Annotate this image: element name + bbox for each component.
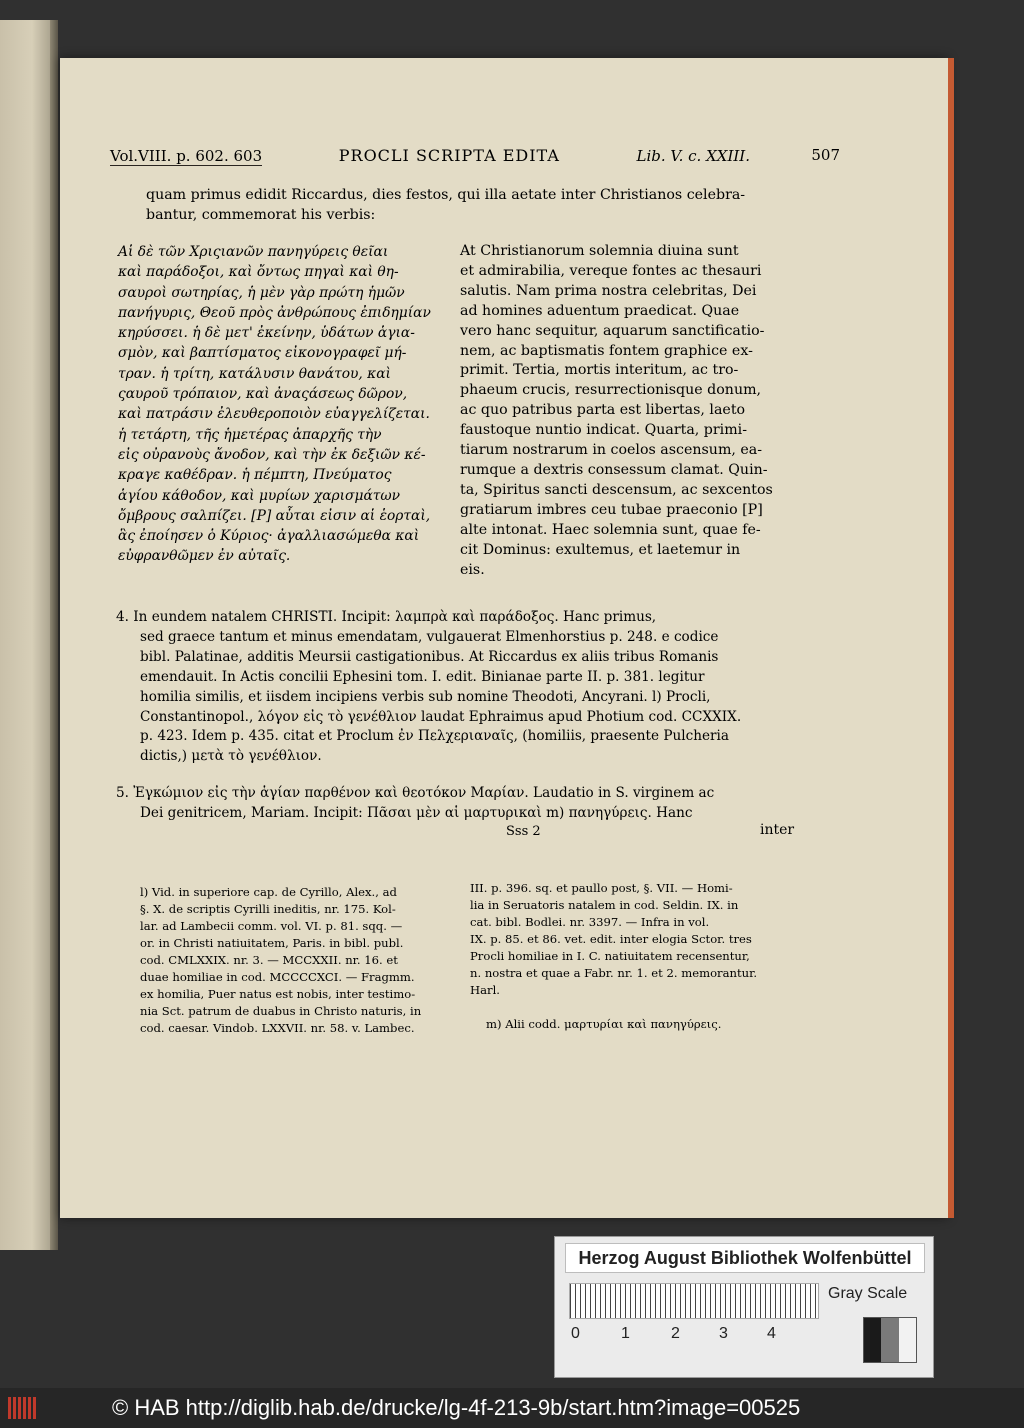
- greek-line: πανήγυρις, Θεοῦ πρὸς ἀνθρώπους ἐπιδημίαν: [118, 304, 431, 321]
- greek-line: Αἱ δὲ τῶν Χριςιανῶν πανηγύρεις θεῖαι: [118, 244, 389, 260]
- gray-scale-label: Gray Scale: [828, 1285, 908, 1302]
- entry-4: [116, 608, 796, 767]
- entry-line: dictis,) μετὰ τὸ γενέθλιον.: [140, 748, 322, 765]
- latin-line: salutis. Nam prima nostra celebritas, Dei: [460, 282, 757, 299]
- greek-line: κηρύσσει. ἡ δὲ μετ' ἐκείνην, ὑδάτων ἁγια-: [118, 325, 415, 342]
- greek-line: ἃς ἐποίησεν ὁ Κύριος· ἀγαλλιασώμεθα καὶ: [118, 528, 420, 545]
- facing-page-edge: [0, 20, 58, 1250]
- footer-bar: [0, 1388, 1024, 1428]
- greek-line: καὶ παράδοξοι, καὶ ὄντως πηγαὶ καὶ θη-: [118, 264, 399, 281]
- latin-line: eis.: [460, 561, 485, 578]
- latin-line: ta, Spiritus sancti descensum, ac sexcentos: [460, 481, 773, 498]
- gray-swatch: [899, 1318, 916, 1362]
- latin-line: gratiarum imbres ceu tubae praeconio [P]: [460, 501, 763, 518]
- ruler-tick-label: 0: [571, 1325, 580, 1342]
- footnote-line: n. nostra et quae a Fabr. nr. 1. et 2. memorantur.: [470, 966, 758, 980]
- ruler-tick-label: 1: [621, 1325, 630, 1342]
- binding-gutter: [50, 20, 58, 1250]
- greek-line: εἰς οὐρανοὺς ἄνοδον, καὶ τὴν ἐκ δεξιῶν κέ-: [118, 446, 426, 463]
- footnote-line: §. X. de scriptis Cyrilli ineditis, nr. 175. Kol-: [140, 902, 396, 916]
- footnote-line: lar. ad Lambecii comm. vol. VI. p. 81. sqq. —: [140, 919, 403, 933]
- latin-line: faustoque nuntio indicat. Quarta, primi-: [460, 422, 747, 439]
- footnote-line: nia Sct. patrum de duabus in Christo naturis, in: [140, 1004, 422, 1018]
- header-title: PROCLI SCRIPTA EDITA: [338, 146, 560, 165]
- latin-line: ad homines aduentum praedicat. Quae: [460, 302, 740, 319]
- entry-line: sed graece tantum et minus emendatam, vulgauerat Elmenhorstius p. 248. e codice: [140, 628, 719, 645]
- signature-mark: Sss 2: [506, 824, 541, 839]
- entry-5: [116, 784, 796, 824]
- footnote-l: [140, 884, 458, 1037]
- gray-swatch: [864, 1318, 881, 1362]
- footnote-m: m) Alii codd. μαρτυρίαι καὶ πανηγύρεις.: [486, 1017, 722, 1031]
- footnote-line: l) Vid. in superiore cap. de Cyrillo, Alex., ad: [140, 885, 397, 899]
- footer-copyright-link[interactable]: © HAB http://diglib.hab.de/drucke/lg-4f-213-9b/start.htm?image=00525: [112, 1395, 801, 1420]
- greek-line: ἁγίου κάθοδον, καὶ μυρίων χαρισμάτων: [118, 487, 401, 504]
- header-book-chapter: Lib. V. c. XXIII.: [636, 147, 750, 165]
- footnote-line: IX. p. 85. et 86. vet. edit. inter elogia Sctor. tres: [470, 932, 752, 946]
- greek-line: ςαυροῦ τρόπαιον, καὶ ἀναςάσεως δῶρον,: [118, 386, 408, 403]
- ruler-tick-label: 2: [671, 1325, 680, 1342]
- entry-line: p. 423. Idem p. 435. citat et Proclum ἐν Πελχεριαναῖς, (homiliis, praesente Pulcheria: [140, 728, 729, 745]
- ruler-tick-label: 3: [719, 1325, 728, 1342]
- footnote-line: Harl.: [470, 983, 500, 997]
- greek-line: ἡ τετάρτη, τῆς ἡμετέρας ἀπαρχῆς τὴν: [118, 426, 382, 443]
- ruler-tick-label: 4: [767, 1325, 776, 1342]
- latin-line: ac quo patribus parta est libertas, laeto: [460, 402, 746, 419]
- greek-line: σαυροὶ σωτηρίας, ἡ μὲν γὰρ πρώτη ἡμῶν: [118, 284, 405, 301]
- entry-line: 4. In eundem natalem CHRISTI. Incipit: λαμπρὰ καὶ παράδοξος. Hanc primus,: [116, 609, 657, 625]
- greek-line: εὐφρανθῶμεν ἐν αὐταῖς.: [118, 548, 291, 565]
- entry-line: homilia similis, et iisdem incipiens verbis sub nomine Theodoti, Ancyrani. l) Procli,: [140, 688, 711, 705]
- running-header: [110, 146, 840, 170]
- footnote-l-continued: [470, 880, 788, 999]
- latin-line: tiarum nostrarum in coelos ascensum, ea-: [460, 442, 763, 459]
- latin-line: cit Dominus: exultemus, et laetemur in: [460, 541, 741, 558]
- intro-line: quam primus edidit Riccardus, dies festos, qui illa aetate inter Christianos celebra-: [146, 187, 746, 203]
- catchword: inter: [760, 822, 795, 838]
- latin-line: alte intonat. Haec solemnia sunt, quae fe-: [460, 521, 761, 538]
- page-number: 507: [811, 146, 840, 164]
- latin-line: primit. Tertia, mortis interitum, ac tro-: [460, 362, 739, 379]
- greek-line: τραν. ἡ τρίτη, κατάλυσιν θανάτου, καὶ: [118, 365, 391, 382]
- footnote-line: ex homilia, Puer natus est nobis, inter testimo-: [140, 987, 416, 1001]
- latin-line: rumque a dextris consessum clamat. Quin-: [460, 461, 768, 478]
- footnote-line: cat. bibl. Bodlei. nr. 3397. — Infra in vol.: [470, 915, 710, 929]
- footnote-line: duae homiliae in cod. MCCCCXCI. — Fragmm.: [140, 970, 415, 984]
- entry-line: Dei genitricem, Mariam. Incipit: Πᾶσαι μὲν αἱ μαρτυρικαὶ m) πανηγύρεις. Hanc: [140, 804, 693, 821]
- footnote-line: lia in Seruatoris natalem in cod. Seldin. IX. in: [470, 898, 739, 912]
- footnote-line: cod. caesar. Vindob. LXXVII. nr. 58. v. Lambec.: [140, 1021, 415, 1035]
- entry-line: emendauit. In Actis concilii Ephesini tom. I. edit. Binianae parte II. p. 381. legitur: [140, 668, 705, 685]
- intro-paragraph: [146, 186, 871, 225]
- greek-line: καὶ πατράσιν ἐλευθεροποιὸν εὐαγγελίζεται.: [118, 406, 430, 423]
- greek-line: ὄμβρους σαλπίζει. [P] αὗται εἰσιν αἱ ἑορταὶ,: [118, 507, 431, 524]
- color-calibration-bar: [554, 1236, 934, 1378]
- latin-line: phaeum crucis, resurrectionisque donum,: [460, 382, 762, 399]
- page-edge: [948, 58, 954, 1218]
- gray-scale-swatches: [863, 1317, 917, 1363]
- intro-line: bantur, commemorat his verbis:: [146, 206, 376, 223]
- latin-translation: [460, 242, 794, 580]
- entry-line: 5. Ἐγκώμιον εἰς τὴν ἁγίαν παρθένον καὶ θεοτόκον Μαρίαν. Laudatio in S. virginem ac: [116, 785, 715, 801]
- footnote-line: cod. CMLXXIX. nr. 3. — MCCXXII. nr. 16. et: [140, 953, 398, 967]
- latin-line: et admirabilia, vereque fontes ac thesauri: [460, 262, 762, 279]
- greek-quotation: [118, 242, 448, 567]
- entry-line: Constantinopol., λόγον εἰς τὸ γενέθλιον laudat Ephraimus apud Photium cod. CCXXIX.: [140, 708, 742, 725]
- greek-line: κραγε καθέδραν. ἡ πέμπτη, Πνεύματος: [118, 467, 392, 484]
- gray-swatch: [881, 1318, 898, 1362]
- latin-line: nem, ac baptismatis fontem graphice ex-: [460, 342, 753, 359]
- footnote-line: or. in Christi natiuitatem, Paris. in bibl. publ.: [140, 936, 404, 950]
- header-reference: Vol.VIII. p. 602. 603: [110, 147, 263, 165]
- scale-ruler: [569, 1283, 819, 1319]
- latin-line: At Christianorum solemnia diuina sunt: [460, 243, 739, 259]
- footnote-line: Procli homiliae in I. C. natiuitatem recensentur,: [470, 949, 750, 963]
- hab-logo-icon: [8, 1397, 38, 1419]
- latin-line: vero hanc sequitur, aquarum sanctificatio-: [460, 322, 765, 339]
- library-name: Herzog August Bibliothek Wolfenbüttel: [565, 1243, 925, 1273]
- footnote-line: III. p. 396. sq. et paullo post, §. VII. — Homi-: [470, 881, 733, 895]
- entry-line: bibl. Palatinae, additis Meursii castigationibus. At Riccardus ex aliis tribus Romanis: [140, 648, 719, 665]
- greek-line: σμὸν, καὶ βαπτίσματος εἰκονογραφεῖ μή-: [118, 345, 407, 362]
